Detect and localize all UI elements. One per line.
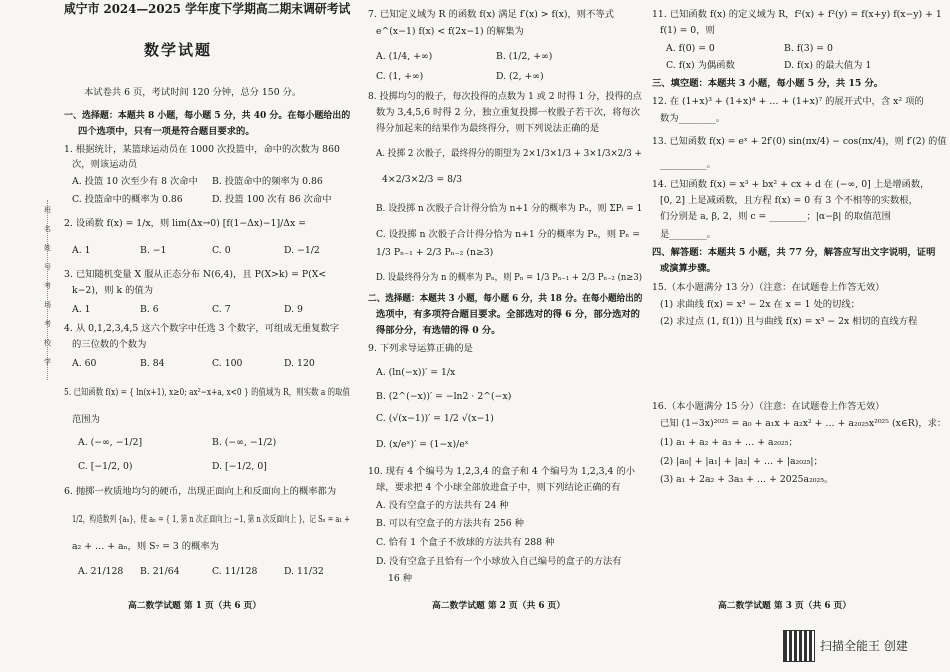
col2-text-line: A. (1/4, +∞) — [376, 51, 433, 62]
col1-text-line: a₂ + … + aₙ，则 S₇ = 3 的概率为 — [72, 541, 219, 552]
col1-text-line: 1/2，构造数列 {aₙ}，使 aₙ = { 1, 第 n 次正面向上; −1, 第 n 次反面向上 }，记 Sₙ = a₁ + — [72, 514, 350, 525]
col2-text-line: 球，要求把 4 个小球全部放进盒子中，则下列结论正确的有 — [376, 482, 621, 493]
col3-text-line: 已知 (1−3x)²⁰²⁵ = a₀ + a₁x + a₂x² + … + a₂₀₂₅x²⁰²⁵ (x∈R)，求： — [660, 418, 947, 429]
col1-text-line: 的三位数的个数为 — [72, 339, 147, 350]
col3-text-line: 或演算步骤。 — [660, 263, 716, 274]
col2-text-line: e^(x−1) f(x) < f(2x−1) 的解集为 — [376, 26, 524, 37]
col3-text-line: (1) a₁ + a₂ + a₃ + … + a₂₀₂₅； — [660, 437, 798, 448]
binding-label: 校 — [44, 339, 51, 347]
col3-text-line: B. f(3) = 0 — [784, 43, 833, 54]
col2-text-line: B. (2^(−x))′ = −ln2 · 2^(−x) — [376, 391, 512, 402]
col1-text-line: C. [−1/2, 0) — [78, 461, 133, 472]
col3-text-line: A. f(0) = 0 — [666, 43, 715, 54]
page-2-footer: 高二数学试题 第 2 页（共 6 页） — [432, 601, 566, 611]
col3-text-line: 三、填空题：本题共 3 小题，每小题 5 分，共 15 分。 — [652, 78, 884, 89]
page-1 — [64, 0, 352, 612]
binding-label: 班 — [44, 206, 51, 214]
col1-text-line: D. −1/2 — [284, 245, 320, 256]
col1-text-line: C. 7 — [212, 304, 231, 315]
col1-text-line: k−2)，则 k 的值为 — [72, 285, 153, 296]
col1-text-line: B. 84 — [140, 358, 165, 369]
col1-text-line: 次，则该运动员 — [72, 159, 138, 170]
col1-text-line: D. 11/32 — [284, 566, 324, 577]
binding-label: 名 — [44, 225, 51, 233]
col3-text-line: 四、解答题：本题共 5 小题，共 77 分，解答应写出文字说明，证明 — [652, 247, 936, 258]
col2-text-line: 7. 已知定义域为 R 的函数 f(x) 满足 f′(x) > f(x)，则不等式 — [368, 9, 614, 20]
col3-text-line: D. f(x) 的最大值为 1 — [784, 60, 872, 71]
col1-text-line: 5. 已知函数 f(x) = { ln(x+1), x≥0; ax²−x+a, x<0 } 的值域为 R，则实数 a 的取值 — [64, 387, 350, 398]
col1-text-line: 范围为 — [72, 414, 100, 425]
col1-text-line: 2. 设函数 f(x) = 1/x，则 lim(Δx→0) [f(1−Δx)−1]/Δx = — [64, 218, 306, 229]
col3-text-line: f(1) = 0，则 — [660, 25, 715, 36]
col1-text-line: A. 1 — [72, 245, 91, 256]
col2-text-line: 得部分分，有选错的得 0 分。 — [376, 325, 501, 336]
col1-text-line: A. 投篮 10 次至少有 8 次命中 — [72, 176, 198, 187]
col1-text-line: C. 0 — [212, 245, 231, 256]
col1-text-line: 3. 已知随机变量 X 服从正态分布 N(6,4)，且 P(X>k) = P(X< — [64, 269, 327, 280]
col3-text-line: 们分别是 a, β, 2，则 c = ________；|α−β| 的取值范围 — [660, 211, 891, 222]
col1-text-line: 1. 根据统计，某篮球运动员在 1000 次投篮中，命中的次数为 860 — [64, 144, 340, 155]
col1-text-line: B. (−∞, −1/2) — [212, 437, 277, 448]
col1-text-line: C. 投篮命中的概率为 0.86 — [72, 194, 183, 205]
page-3 — [652, 0, 948, 612]
col2-text-line: 二、选择题：本题共 3 小题，每小题 6 分，共 18 分。在每小题给出的 — [368, 293, 643, 304]
col3-text-line: 是________。 — [660, 229, 716, 240]
col2-text-line: D. (2, +∞) — [496, 71, 544, 82]
col2-text-line: 9. 下列求导运算正确的是 — [368, 343, 473, 354]
col3-text-line: 13. 已知函数 f(x) = eˣ + 2f′(0) sin(πx/4) − cos(πx/4)，则 f′(2) 的值 — [652, 136, 947, 147]
col2-text-line: D. 设最终得分为 n 的概率为 Pₙ，则 Pₙ = 1/3 Pₙ₋₁ + 2/3 Pₙ₋₂ (n≥3) — [376, 272, 642, 283]
col2-text-line: 数为 3,4,5,6 时得 2 分，独立重复投掷一枚骰子若干次，将每次 — [376, 107, 641, 118]
col1-text-line: D. [−1/2, 0] — [212, 461, 267, 472]
qr-code-icon — [783, 630, 815, 662]
col3-text-line: 15.（本小题满分 13 分）（注意：在试题卷上作答无效） — [652, 282, 885, 293]
col1-text-line: D. 120 — [284, 358, 315, 369]
col2-text-line: 1/3 Pₙ₋₁ + 2/3 Pₙ₋₂ (n≥3) — [376, 247, 494, 258]
binding-label: 考 — [44, 320, 51, 328]
col2-text-line: C. (√(x−1))′ = 1/2 √(x−1) — [376, 413, 494, 424]
col2-text-line: 10. 现有 4 个编号为 1,2,3,4 的盒子和 4 个编号为 1,2,3,4 的小 — [368, 466, 636, 477]
col3-text-line: (2) 求过点 (1, f(1)) 且与曲线 f(x) = x³ − 2x 相切的直线方程 — [660, 316, 918, 327]
col2-text-line: 得分加起来的结果作为最终得分，则下列说法正确的是 — [376, 123, 600, 134]
col2-text-line: 16 种 — [388, 573, 413, 584]
binding-label: 学 — [44, 358, 51, 366]
col3-text-line: 14. 已知函数 f(x) = x³ + bx² + cx + d 在 (−∞, 0] 上是增函数， — [652, 179, 930, 190]
col1-text-line: B. 6 — [140, 304, 159, 315]
col3-text-line: [0, 2] 上是减函数，且方程 f(x) = 0 有 3 个不相等的实数根， — [660, 195, 918, 206]
col1-text-line: 咸宁市 2024—2025 学年度下学期高二期末调研考试 — [64, 1, 351, 16]
col2-text-line: D. 没有空盒子且恰有一个小球放入自己编号的盒子的方法有 — [376, 556, 622, 567]
col3-text-line: 数为________。 — [660, 113, 726, 124]
col1-text-line: A. 21/128 — [78, 566, 124, 577]
col1-text-line: 本试卷共 6 页，考试时间 120 分钟，总分 150 分。 — [84, 87, 302, 98]
col3-text-line: 11. 已知函数 f(x) 的定义域为 R，f²(x) + f²(y) = f(x+y) f(x−y) + 1 — [652, 9, 942, 20]
col1-text-line: C. 100 — [212, 358, 243, 369]
binding-label: 号 — [44, 263, 51, 271]
col1-text-line: C. 11/128 — [212, 566, 258, 577]
col3-text-line: (3) a₁ + 2a₂ + 3a₃ + … + 2025a₂₀₂₅。 — [660, 474, 834, 485]
col1-text-line: D. 投篮 100 次有 86 次命中 — [212, 194, 332, 205]
col2-text-line: 4×2/3×2/3 = 8/3 — [382, 174, 463, 185]
col1-text-line: 数学试题 — [144, 41, 213, 59]
col1-text-line: A. (−∞, −1/2] — [78, 437, 143, 448]
col2-text-line: 选项中，有多项符合题目要求。全部选对的得 6 分，部分选对的 — [376, 309, 640, 320]
col2-text-line: C. (1, +∞) — [376, 71, 424, 82]
scanner-watermark: 扫描全能王 创建 — [820, 639, 908, 653]
col2-text-line: B. (1/2, +∞) — [496, 51, 553, 62]
col1-text-line: B. −1 — [140, 245, 167, 256]
col1-text-line: B. 投篮命中的频率为 0.86 — [212, 176, 323, 187]
col1-text-line: A. 60 — [72, 358, 97, 369]
col2-text-line: 8. 投掷均匀的骰子，每次投得的点数为 1 或 2 时得 1 分，投得的点 — [368, 91, 642, 102]
binding-label: 姓 — [44, 244, 51, 252]
col2-text-line: A. 没有空盒子的方法共有 24 种 — [376, 500, 509, 511]
col3-text-line: C. f(x) 为偶函数 — [666, 60, 735, 71]
col3-text-line: (2) |a₀| + |a₁| + |a₂| + … + |a₂₀₂₅|； — [660, 456, 823, 467]
col2-text-line: A. (ln(−x))′ = 1/x — [376, 367, 456, 378]
col2-text-line: B. 可以有空盒子的方法共有 256 种 — [376, 518, 524, 529]
col2-text-line: C. 恰有 1 个盒子不放球的方法共有 288 种 — [376, 537, 555, 548]
col3-text-line: (1) 求曲线 f(x) = x³ − 2x 在 x = 1 处的切线； — [660, 299, 860, 310]
col1-text-line: B. 21/64 — [140, 566, 180, 577]
col2-text-line: D. (x/eˣ)′ = (1−x)/eˣ — [376, 439, 469, 450]
page-1-footer: 高二数学试题 第 1 页（共 6 页） — [128, 601, 262, 611]
page-3-footer: 高二数学试题 第 3 页（共 6 页） — [718, 601, 852, 611]
col2-text-line: C. 设投掷 n 次骰子合计得分恰为 n+1 分的概率为 Pₙ，则 Pₙ = — [376, 229, 641, 240]
binding-label: 考 — [44, 282, 51, 290]
col1-text-line: 4. 从 0,1,2,3,4,5 这六个数字中任选 3 个数字，可组成无重复数字 — [64, 323, 340, 334]
col2-text-line: B. 设投掷 n 次骰子合计得分恰为 n+1 分的概率为 Pₙ，则 ΣPᵢ = 1 — [376, 203, 643, 214]
col1-text-line: 6. 抛掷一枚质地均匀的硬币，出现正面向上和反面向上的概率都为 — [64, 486, 337, 497]
binding-label: 场 — [44, 301, 51, 309]
col1-text-line: A. 1 — [72, 304, 91, 315]
col1-text-line: D. 9 — [284, 304, 303, 315]
col1-text-line: 一、选择题：本题共 8 小题，每小题 5 分，共 40 分。在每小题给出的 — [64, 110, 351, 121]
col2-text-line: A. 投掷 2 次骰子，最终得分的期望为 2×1/3×1/3 + 3×1/3×2/3 + — [376, 148, 642, 159]
col1-text-line: 四个选项中，只有一项是符合题目要求的。 — [78, 126, 255, 137]
col3-text-line: __________。 — [660, 159, 716, 170]
page-2 — [368, 0, 644, 612]
col3-text-line: 12. 在 (1+x)³ + (1+x)⁴ + … + (1+x)⁷ 的展开式中，含 x² 项的 — [652, 96, 924, 107]
col3-text-line: 16.（本小题满分 15 分）（注意：在试题卷上作答无效） — [652, 401, 885, 412]
